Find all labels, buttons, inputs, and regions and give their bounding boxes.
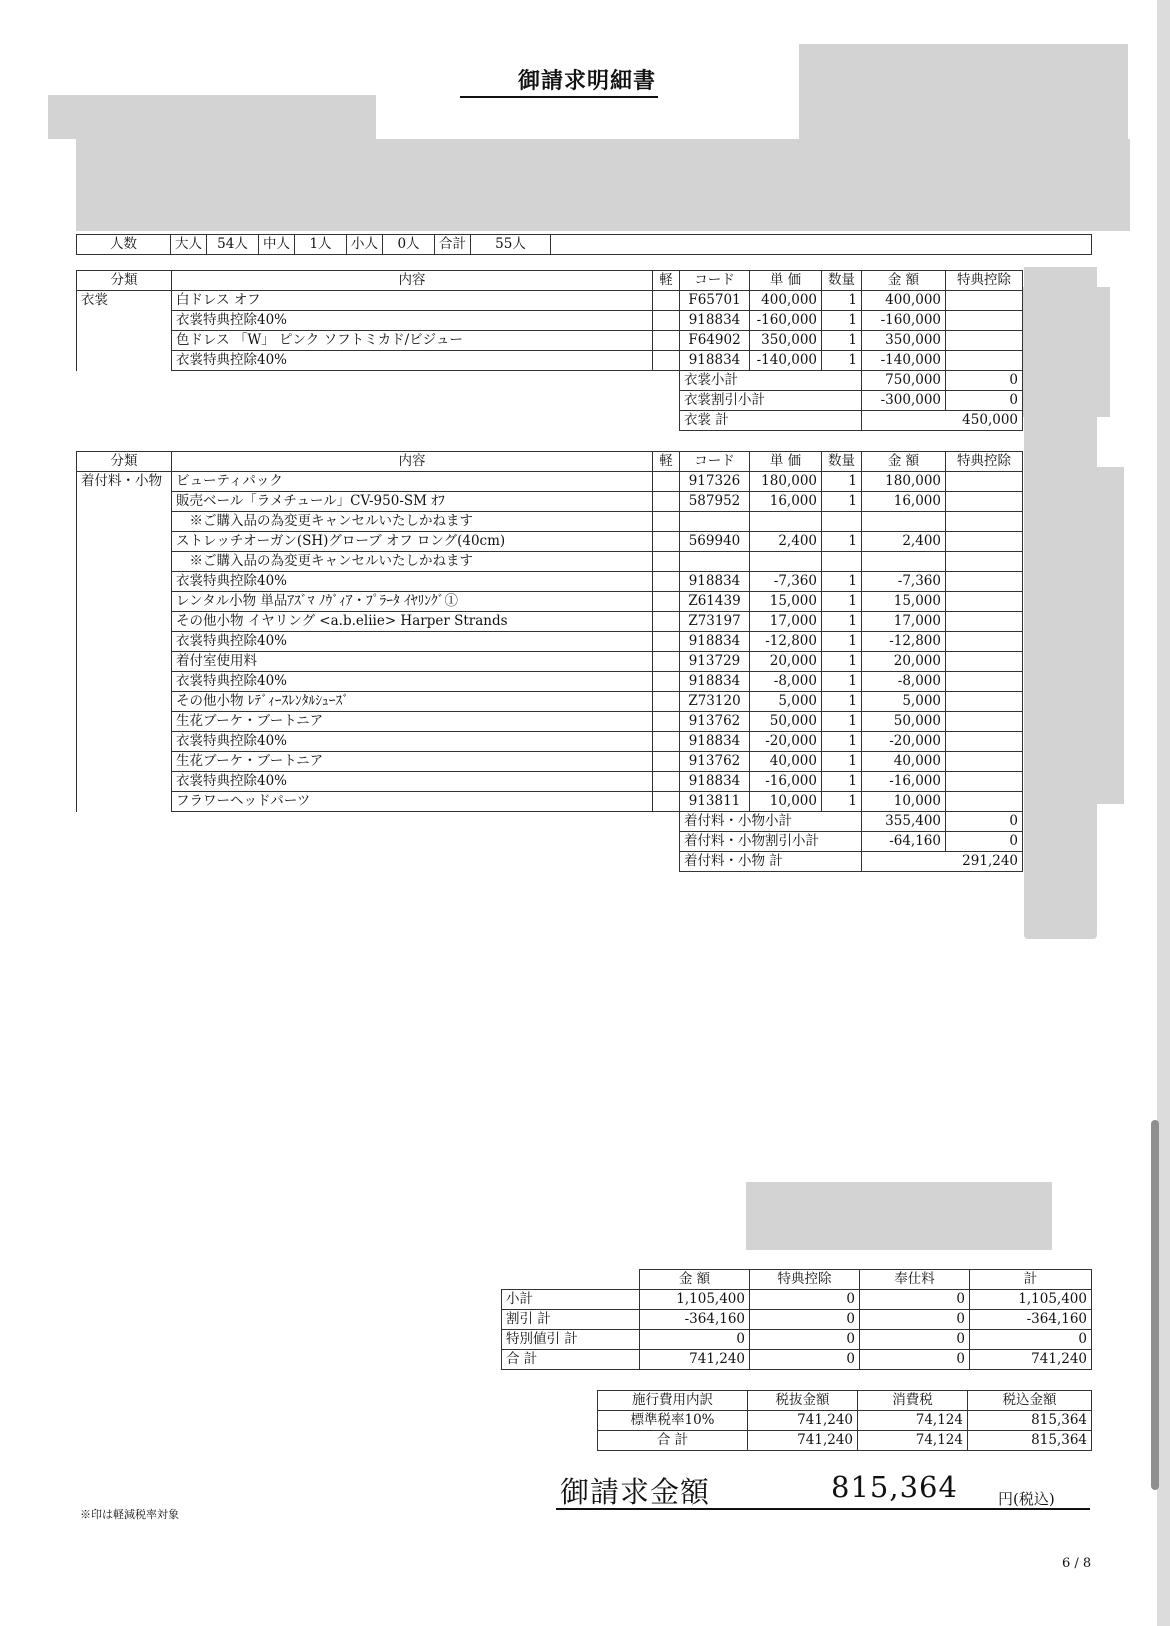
header-benefit: 特典控除 bbox=[946, 452, 1023, 472]
item-amount bbox=[862, 552, 946, 572]
header-category: 分類 bbox=[77, 271, 172, 291]
table-row bbox=[77, 692, 1023, 712]
costume-subtotal: 750,000 bbox=[862, 371, 946, 391]
costume-discount-label: 衣裳割引小計 bbox=[680, 391, 862, 411]
item-amount: 17,000 bbox=[862, 612, 946, 632]
header-category: 分類 bbox=[77, 452, 172, 472]
header-light: 軽 bbox=[653, 452, 680, 472]
item-benefit bbox=[946, 672, 1023, 692]
summary-row bbox=[502, 1350, 1092, 1370]
item-code: Z73197 bbox=[680, 612, 750, 632]
item-price: 15,000 bbox=[750, 592, 822, 612]
light-tax-mark bbox=[653, 331, 680, 351]
item-qty: 1 bbox=[822, 532, 862, 552]
item-content: 販売ベール「ラメチュール」CV-950-SM ｵﾌ bbox=[172, 492, 653, 512]
header-price: 単 価 bbox=[750, 452, 822, 472]
item-qty: 1 bbox=[822, 351, 862, 371]
table-row bbox=[77, 652, 1023, 672]
category-cell: 着付料・小物 bbox=[77, 472, 172, 492]
table-row bbox=[77, 792, 1023, 812]
table-row bbox=[77, 351, 1023, 371]
summary-service: 0 bbox=[860, 1350, 970, 1370]
item-price: 40,000 bbox=[750, 752, 822, 772]
item-amount: -8,000 bbox=[862, 672, 946, 692]
accessories-discount-label: 着付料・小物割引小計 bbox=[680, 832, 862, 852]
summary-label: 割引 計 bbox=[502, 1310, 640, 1330]
redacted-area-side-5 bbox=[1024, 804, 1097, 939]
tax-header-breakdown: 施行費用内訳 bbox=[598, 1391, 748, 1411]
item-code: F64902 bbox=[680, 331, 750, 351]
item-price: -7,360 bbox=[750, 572, 822, 592]
item-content: ストレッチオーガン(SH)グローブ オフ ロング(40cm) bbox=[172, 532, 653, 552]
redacted-area-side-4 bbox=[1024, 467, 1124, 804]
summary-benefit: 0 bbox=[750, 1330, 860, 1350]
grand-total-value: 815,364 bbox=[831, 1470, 958, 1504]
item-amount: 40,000 bbox=[862, 752, 946, 772]
light-tax-mark bbox=[653, 632, 680, 652]
tax-gross: 815,364 bbox=[968, 1431, 1092, 1451]
item-price bbox=[750, 512, 822, 532]
light-tax-mark bbox=[653, 692, 680, 712]
category-cell bbox=[77, 592, 172, 612]
item-benefit bbox=[946, 351, 1023, 371]
summary-total: 1,105,400 bbox=[970, 1290, 1092, 1310]
item-amount: -16,000 bbox=[862, 772, 946, 792]
table-row bbox=[77, 572, 1023, 592]
table-row bbox=[77, 592, 1023, 612]
tax-label: 合 計 bbox=[598, 1431, 748, 1451]
adult-label: 大人 bbox=[171, 235, 207, 255]
category-cell bbox=[77, 351, 172, 371]
summary-label: 小計 bbox=[502, 1290, 640, 1310]
costume-discount: -300,000 bbox=[862, 391, 946, 411]
item-amount: 5,000 bbox=[862, 692, 946, 712]
light-tax-mark bbox=[653, 612, 680, 632]
summary-label: 合 計 bbox=[502, 1350, 640, 1370]
accessories-subtotal-label: 着付料・小物小計 bbox=[680, 812, 862, 832]
header-benefit: 特典控除 bbox=[946, 271, 1023, 291]
summary-benefit: 0 bbox=[750, 1310, 860, 1330]
item-price: 17,000 bbox=[750, 612, 822, 632]
item-content: 生花ブーケ・ブートニア bbox=[172, 752, 653, 772]
item-content: 衣裳特典控除40% bbox=[172, 311, 653, 331]
category-cell bbox=[77, 652, 172, 672]
category-cell bbox=[77, 512, 172, 532]
light-tax-mark bbox=[653, 552, 680, 572]
total-people-label: 合計 bbox=[435, 235, 471, 255]
table-row bbox=[77, 472, 1023, 492]
item-code: Z61439 bbox=[680, 592, 750, 612]
item-content: フラワーヘッドパーツ bbox=[172, 792, 653, 812]
item-benefit bbox=[946, 291, 1023, 311]
tax-net: 741,240 bbox=[748, 1431, 858, 1451]
tax-header-tax: 消費税 bbox=[858, 1391, 968, 1411]
summary-row bbox=[502, 1330, 1092, 1350]
item-benefit bbox=[946, 552, 1023, 572]
table-row bbox=[77, 712, 1023, 732]
item-content: その他小物 ﾚﾃﾞｨｰｽﾚﾝﾀﾙｼｭｰｽﾞ bbox=[172, 692, 653, 712]
summary-total: 0 bbox=[970, 1330, 1092, 1350]
item-qty: 1 bbox=[822, 492, 862, 512]
item-amount: -7,360 bbox=[862, 572, 946, 592]
light-tax-mark bbox=[653, 592, 680, 612]
light-tax-mark bbox=[653, 291, 680, 311]
tax-header-net: 税抜金額 bbox=[748, 1391, 858, 1411]
light-tax-mark bbox=[653, 492, 680, 512]
item-qty bbox=[822, 552, 862, 572]
item-content: 白ドレス オフ bbox=[172, 291, 653, 311]
category-cell: 衣裳 bbox=[77, 291, 172, 311]
item-code: 918834 bbox=[680, 632, 750, 652]
item-benefit bbox=[946, 311, 1023, 331]
item-content: ※ご購入品の為変更キャンセルいたしかねます bbox=[172, 552, 653, 572]
item-qty: 1 bbox=[822, 792, 862, 812]
item-amount: 350,000 bbox=[862, 331, 946, 351]
item-benefit bbox=[946, 532, 1023, 552]
accessories-total: 291,240 bbox=[862, 852, 1023, 872]
item-qty: 1 bbox=[822, 752, 862, 772]
costume-total: 450,000 bbox=[862, 411, 1023, 431]
item-content: 衣裳特典控除40% bbox=[172, 672, 653, 692]
item-price: 400,000 bbox=[750, 291, 822, 311]
item-amount bbox=[862, 512, 946, 532]
item-code bbox=[680, 552, 750, 572]
item-code: 913762 bbox=[680, 752, 750, 772]
light-tax-mark bbox=[653, 712, 680, 732]
table-row bbox=[77, 552, 1023, 572]
item-benefit bbox=[946, 752, 1023, 772]
accessories-discount-benefit: 0 bbox=[946, 832, 1023, 852]
item-price: -12,800 bbox=[750, 632, 822, 652]
light-tax-mark bbox=[653, 532, 680, 552]
category-cell bbox=[77, 632, 172, 652]
item-price: -160,000 bbox=[750, 311, 822, 331]
item-benefit bbox=[946, 592, 1023, 612]
costume-subtotal-benefit: 0 bbox=[946, 371, 1023, 391]
redacted-area-side-2 bbox=[1022, 287, 1110, 417]
table-row bbox=[77, 532, 1023, 552]
item-code: 918834 bbox=[680, 572, 750, 592]
summary-amount: 0 bbox=[640, 1330, 750, 1350]
item-qty: 1 bbox=[822, 692, 862, 712]
summary-header-total: 計 bbox=[970, 1270, 1092, 1290]
header-qty: 数量 bbox=[822, 271, 862, 291]
item-code: Z73120 bbox=[680, 692, 750, 712]
item-code: 587952 bbox=[680, 492, 750, 512]
item-content: 衣裳特典控除40% bbox=[172, 732, 653, 752]
summary-service: 0 bbox=[860, 1330, 970, 1350]
table-row bbox=[77, 512, 1023, 532]
light-tax-mark bbox=[653, 732, 680, 752]
item-qty: 1 bbox=[822, 712, 862, 732]
light-tax-mark bbox=[653, 772, 680, 792]
mid-count: 1人 bbox=[295, 235, 347, 255]
item-content: ビューティパック bbox=[172, 472, 653, 492]
item-benefit bbox=[946, 712, 1023, 732]
item-amount: 15,000 bbox=[862, 592, 946, 612]
tax-amount: 74,124 bbox=[858, 1411, 968, 1431]
item-code: 918834 bbox=[680, 772, 750, 792]
item-content: レンタル小物 単品ｱｽﾞﾏ ﾉｳﾞｨｱ・ﾌﾟﾗｰﾀ ｲﾔﾘﾝｸﾞ① bbox=[172, 592, 653, 612]
table-row bbox=[77, 291, 1023, 311]
item-benefit bbox=[946, 472, 1023, 492]
grand-total bbox=[556, 1468, 1090, 1510]
table-row bbox=[77, 632, 1023, 652]
item-code: F65701 bbox=[680, 291, 750, 311]
summary-total: 741,240 bbox=[970, 1350, 1092, 1370]
table-row bbox=[77, 311, 1023, 331]
table-row bbox=[77, 772, 1023, 792]
item-content: 衣裳特典控除40% bbox=[172, 772, 653, 792]
item-code: 913762 bbox=[680, 712, 750, 732]
light-tax-mark bbox=[653, 572, 680, 592]
light-tax-mark bbox=[653, 672, 680, 692]
item-code: 918834 bbox=[680, 351, 750, 371]
summary-table bbox=[501, 1269, 1092, 1370]
costume-table bbox=[76, 270, 1023, 431]
table-row bbox=[77, 492, 1023, 512]
item-benefit bbox=[946, 492, 1023, 512]
summary-amount: 1,105,400 bbox=[640, 1290, 750, 1310]
item-qty: 1 bbox=[822, 732, 862, 752]
costume-subtotal-label: 衣裳小計 bbox=[680, 371, 862, 391]
accessories-total-label: 着付料・小物 計 bbox=[680, 852, 862, 872]
category-cell bbox=[77, 492, 172, 512]
light-tax-mark bbox=[653, 652, 680, 672]
table-row bbox=[77, 752, 1023, 772]
item-code: 918834 bbox=[680, 732, 750, 752]
people-count-table bbox=[76, 234, 1092, 255]
item-qty: 1 bbox=[822, 772, 862, 792]
item-price: -8,000 bbox=[750, 672, 822, 692]
item-amount: -20,000 bbox=[862, 732, 946, 752]
item-benefit bbox=[946, 612, 1023, 632]
category-cell bbox=[77, 752, 172, 772]
item-price: 16,000 bbox=[750, 492, 822, 512]
adult-count: 54人 bbox=[207, 235, 259, 255]
header-qty: 数量 bbox=[822, 452, 862, 472]
tax-amount: 74,124 bbox=[858, 1431, 968, 1451]
accessories-table bbox=[76, 451, 1023, 872]
category-cell bbox=[77, 732, 172, 752]
item-price: -20,000 bbox=[750, 732, 822, 752]
item-benefit bbox=[946, 692, 1023, 712]
summary-benefit: 0 bbox=[750, 1350, 860, 1370]
category-cell bbox=[77, 772, 172, 792]
document-title: 御請求明細書 bbox=[460, 64, 860, 95]
category-cell bbox=[77, 692, 172, 712]
item-code: 569940 bbox=[680, 532, 750, 552]
child-count: 0人 bbox=[383, 235, 435, 255]
page-number: 6 / 8 bbox=[1062, 1556, 1092, 1571]
summary-service: 0 bbox=[860, 1290, 970, 1310]
item-amount: 10,000 bbox=[862, 792, 946, 812]
item-qty: 1 bbox=[822, 592, 862, 612]
summary-label: 特別値引 計 bbox=[502, 1330, 640, 1350]
tax-table bbox=[597, 1390, 1092, 1451]
item-content: 衣裳特典控除40% bbox=[172, 351, 653, 371]
item-code: 913811 bbox=[680, 792, 750, 812]
item-amount: 20,000 bbox=[862, 652, 946, 672]
header-content: 内容 bbox=[172, 271, 653, 291]
item-content: 衣裳特典控除40% bbox=[172, 632, 653, 652]
item-amount: -140,000 bbox=[862, 351, 946, 371]
grand-total-unit: 円(税込) bbox=[998, 1490, 1055, 1508]
item-price: 50,000 bbox=[750, 712, 822, 732]
item-content: ※ご購入品の為変更キャンセルいたしかねます bbox=[172, 512, 653, 532]
header-amount: 金 額 bbox=[862, 452, 946, 472]
costume-total-label: 衣裳 計 bbox=[680, 411, 862, 431]
category-cell bbox=[77, 331, 172, 351]
item-price: 5,000 bbox=[750, 692, 822, 712]
item-qty: 1 bbox=[822, 311, 862, 331]
item-qty bbox=[822, 512, 862, 532]
header-code: コード bbox=[680, 452, 750, 472]
accessories-subtotal: 355,400 bbox=[862, 812, 946, 832]
item-content: その他小物 イヤリング <a.b.eliie> Harper Strands bbox=[172, 612, 653, 632]
item-content: 着付室使用料 bbox=[172, 652, 653, 672]
item-price: 350,000 bbox=[750, 331, 822, 351]
item-benefit bbox=[946, 572, 1023, 592]
category-cell bbox=[77, 792, 172, 812]
light-tax-mark bbox=[653, 311, 680, 331]
item-amount: 2,400 bbox=[862, 532, 946, 552]
summary-row bbox=[502, 1290, 1092, 1310]
item-qty: 1 bbox=[822, 632, 862, 652]
redacted-area-bottom bbox=[746, 1182, 1052, 1250]
item-amount: 400,000 bbox=[862, 291, 946, 311]
item-price bbox=[750, 552, 822, 572]
item-qty: 1 bbox=[822, 472, 862, 492]
item-benefit bbox=[946, 512, 1023, 532]
item-code: 918834 bbox=[680, 672, 750, 692]
item-price: 10,000 bbox=[750, 792, 822, 812]
item-amount: 16,000 bbox=[862, 492, 946, 512]
item-content: 色ドレス 「W」 ピンク ソフトミカド/ビジュー bbox=[172, 331, 653, 351]
item-amount: -12,800 bbox=[862, 632, 946, 652]
summary-total: -364,160 bbox=[970, 1310, 1092, 1330]
item-amount: -160,000 bbox=[862, 311, 946, 331]
item-content: 衣裳特典控除40% bbox=[172, 572, 653, 592]
redacted-area-top-left bbox=[48, 95, 376, 139]
grand-total-label: 御請求金額 bbox=[560, 1475, 711, 1509]
item-qty: 1 bbox=[822, 652, 862, 672]
total-people-count: 55人 bbox=[471, 235, 551, 255]
summary-amount: -364,160 bbox=[640, 1310, 750, 1330]
summary-header-amount: 金 額 bbox=[640, 1270, 750, 1290]
tax-header-gross: 税込金額 bbox=[968, 1391, 1092, 1411]
table-row bbox=[77, 672, 1023, 692]
tax-row bbox=[598, 1411, 1092, 1431]
item-benefit bbox=[946, 792, 1023, 812]
summary-service: 0 bbox=[860, 1310, 970, 1330]
item-content: 生花ブーケ・ブートニア bbox=[172, 712, 653, 732]
light-tax-mark bbox=[653, 512, 680, 532]
category-cell bbox=[77, 311, 172, 331]
category-cell bbox=[77, 552, 172, 572]
item-qty: 1 bbox=[822, 291, 862, 311]
summary-amount: 741,240 bbox=[640, 1350, 750, 1370]
item-code: 917326 bbox=[680, 472, 750, 492]
accessories-subtotal-benefit: 0 bbox=[946, 812, 1023, 832]
category-cell bbox=[77, 532, 172, 552]
mid-label: 中人 bbox=[259, 235, 295, 255]
category-cell bbox=[77, 712, 172, 732]
header-amount: 金 額 bbox=[862, 271, 946, 291]
summary-header-benefit: 特典控除 bbox=[750, 1270, 860, 1290]
summary-header-service: 奉仕料 bbox=[860, 1270, 970, 1290]
header-light: 軽 bbox=[653, 271, 680, 291]
item-price: 2,400 bbox=[750, 532, 822, 552]
item-code bbox=[680, 512, 750, 532]
people-label: 人数 bbox=[77, 235, 171, 255]
light-tax-mark bbox=[653, 752, 680, 772]
redacted-area-side-1 bbox=[1024, 267, 1097, 287]
table-row bbox=[77, 732, 1023, 752]
item-price: -16,000 bbox=[750, 772, 822, 792]
accessories-discount: -64,160 bbox=[862, 832, 946, 852]
item-qty: 1 bbox=[822, 612, 862, 632]
light-tax-mark bbox=[653, 351, 680, 371]
redacted-area-side-3 bbox=[1024, 417, 1097, 467]
footnote: ※印は軽減税率対象 bbox=[80, 1508, 179, 1521]
item-price: 180,000 bbox=[750, 472, 822, 492]
tax-gross: 815,364 bbox=[968, 1411, 1092, 1431]
header-code: コード bbox=[680, 271, 750, 291]
item-qty: 1 bbox=[822, 672, 862, 692]
item-price: 20,000 bbox=[750, 652, 822, 672]
item-benefit bbox=[946, 732, 1023, 752]
summary-benefit: 0 bbox=[750, 1290, 860, 1310]
costume-discount-benefit: 0 bbox=[946, 391, 1023, 411]
light-tax-mark bbox=[653, 472, 680, 492]
light-tax-mark bbox=[653, 792, 680, 812]
table-row bbox=[77, 612, 1023, 632]
item-benefit bbox=[946, 772, 1023, 792]
tax-label: 標準税率10% bbox=[598, 1411, 748, 1431]
tax-row bbox=[598, 1431, 1092, 1451]
item-benefit bbox=[946, 331, 1023, 351]
table-row bbox=[77, 331, 1023, 351]
item-benefit bbox=[946, 632, 1023, 652]
item-code: 913729 bbox=[680, 652, 750, 672]
category-cell bbox=[77, 572, 172, 592]
item-amount: 50,000 bbox=[862, 712, 946, 732]
item-price: -140,000 bbox=[750, 351, 822, 371]
item-amount: 180,000 bbox=[862, 472, 946, 492]
redacted-area-header bbox=[76, 139, 1130, 231]
item-qty: 1 bbox=[822, 572, 862, 592]
header-price: 単 価 bbox=[750, 271, 822, 291]
item-qty: 1 bbox=[822, 331, 862, 351]
scrollbar-thumb[interactable] bbox=[1151, 1120, 1159, 1490]
category-cell bbox=[77, 612, 172, 632]
tax-net: 741,240 bbox=[748, 1411, 858, 1431]
item-code: 918834 bbox=[680, 311, 750, 331]
summary-row bbox=[502, 1310, 1092, 1330]
header-content: 内容 bbox=[172, 452, 653, 472]
child-label: 小人 bbox=[347, 235, 383, 255]
category-cell bbox=[77, 672, 172, 692]
item-benefit bbox=[946, 652, 1023, 672]
